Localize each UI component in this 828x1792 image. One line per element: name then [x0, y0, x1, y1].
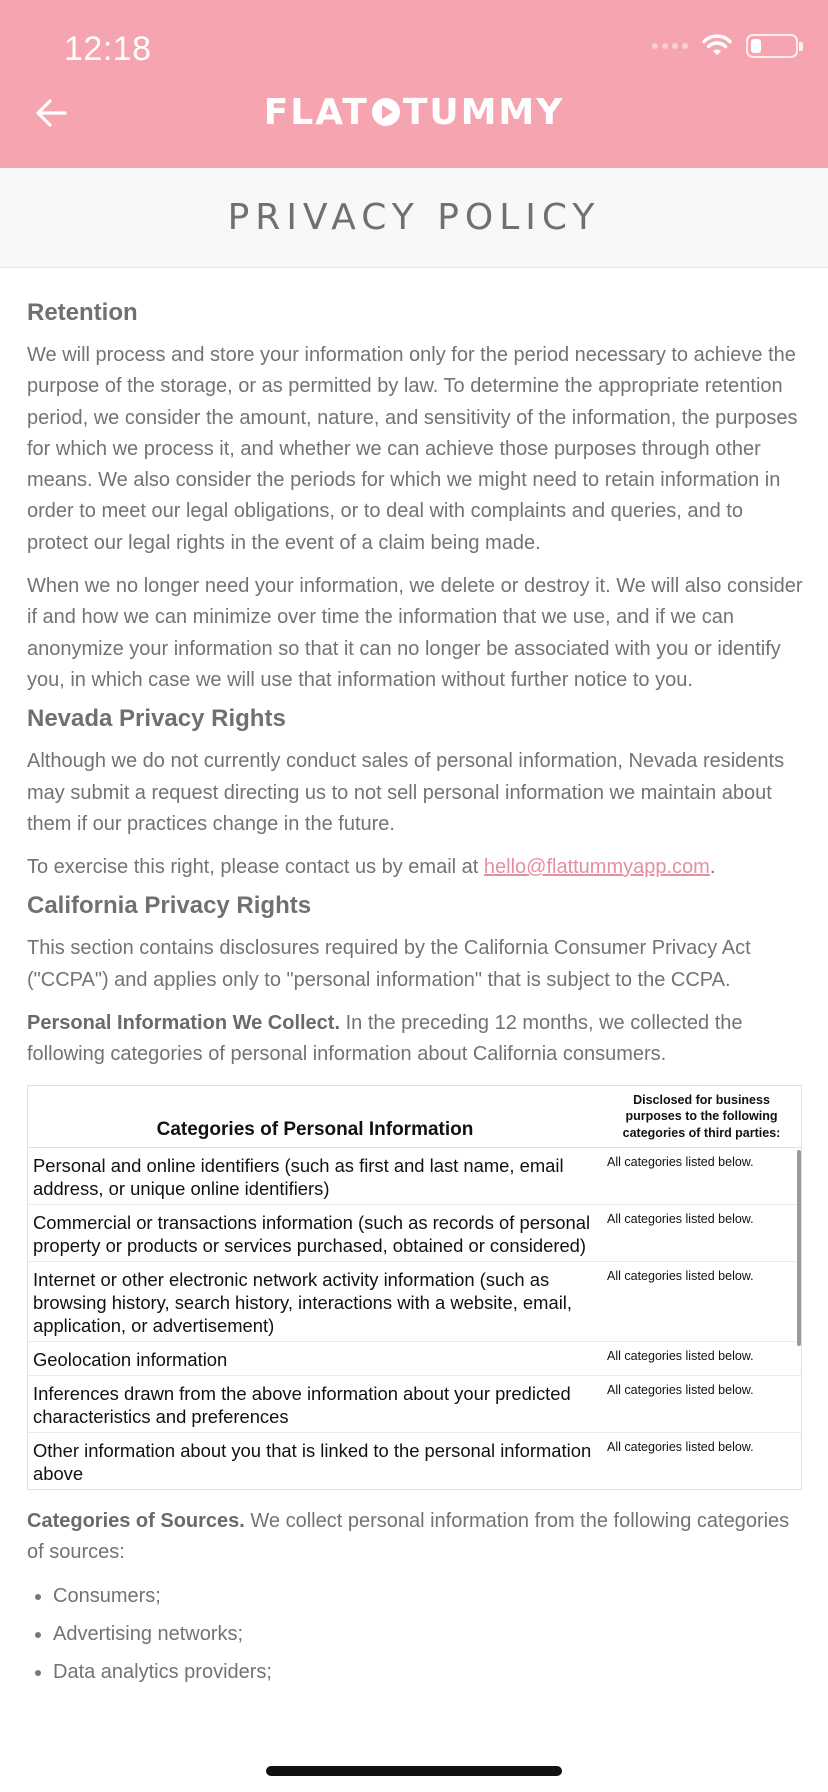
page-title: PRIVACY POLICY	[227, 197, 601, 238]
table-cell-category: Commercial or transactions information (such as records of personal property or products or services purchased, obtained or considered)	[28, 1205, 602, 1262]
categories-table[interactable]	[27, 1085, 802, 1491]
table-row	[28, 1433, 801, 1490]
policy-content	[27, 296, 803, 1691]
table-cell-disclosed: All categories listed below.	[602, 1342, 801, 1376]
table-header-row	[28, 1086, 801, 1148]
table-cell-category: Internet or other electronic network activity information (such as browsing history, search history, interactions with a website, email, application, or advertisement)	[28, 1262, 602, 1342]
list-item: Advertising networks;	[27, 1615, 803, 1653]
app-header	[0, 0, 828, 168]
table-cell-disclosed: All categories listed below.	[602, 1148, 801, 1205]
table-row	[28, 1342, 801, 1376]
table-scrollbar[interactable]	[797, 1150, 801, 1346]
nevada-heading: Nevada Privacy Rights	[27, 705, 286, 733]
status-icons	[652, 34, 798, 58]
table-cell-disclosed: All categories listed below.	[607, 1440, 754, 1455]
battery-icon	[746, 34, 798, 58]
collect-paragraph: Personal Information We Collect. In the preceding 12 months, we collected the following categories of personal information about California consumers.	[27, 1012, 743, 1066]
table-header-categories: Categories of Personal Information	[28, 1086, 602, 1148]
table-cell-disclosed: All categories listed below.	[602, 1205, 801, 1262]
table-row	[28, 1148, 801, 1205]
brand-logo: FLAT TUMMY	[263, 92, 565, 133]
table-row	[28, 1262, 801, 1342]
table-row	[28, 1205, 801, 1262]
sources-paragraph: Categories of Sources. We collect personal information from the following categories of sources:	[27, 1510, 790, 1564]
sources-list	[27, 1577, 803, 1691]
wifi-icon	[702, 34, 732, 58]
email-link[interactable]: hello@flattummyapp.com	[483, 856, 710, 879]
retention-paragraph-2: When we no longer need your information, we delete or destroy it. We will also consider if and how we can minimize over time the information that we use, and if we can anonymize your information so that it can no longer be associated with you or identify you, in which case we will use that information without further notice to you.	[27, 575, 803, 691]
title-bar	[0, 168, 828, 268]
table-cell-disclosed: All categories listed below.	[602, 1262, 801, 1342]
table-cell-category: Geolocation information	[28, 1342, 602, 1376]
table-row	[28, 1376, 801, 1433]
nevada-paragraph-2: To exercise this right, please contact us by email at hello@flattummyapp.com.	[27, 856, 716, 879]
retention-heading: Retention	[27, 299, 138, 326]
table-cell-category: Personal and online identifiers (such as first and last name, email address, or unique online identifiers)	[28, 1148, 602, 1205]
nevada-paragraph-1: Although we do not currently conduct sales of personal information, Nevada residents may submit a request directing us to not sell personal information we maintain about them if our practices change in the future.	[27, 750, 785, 835]
table-cell-category: Other information about you that is linked to the personal information above	[33, 1440, 592, 1485]
table-cell-category: Inferences drawn from the above information about your predicted characteristics and preferences	[28, 1376, 602, 1433]
play-icon	[371, 97, 401, 127]
list-item: Data analytics providers;	[27, 1653, 803, 1691]
list-item: Consumers;	[27, 1577, 803, 1615]
california-paragraph-1: This section contains disclosures required by the California Consumer Privacy Act ("CCPA") and applies only to "personal information" that is subject to the CCPA.	[27, 937, 751, 991]
table-cell-disclosed: All categories listed below.	[602, 1376, 801, 1433]
home-indicator[interactable]	[266, 1766, 562, 1776]
status-time: 12:18	[64, 30, 152, 68]
cellular-signal-icon	[652, 43, 688, 49]
retention-paragraph-1: We will process and store your information only for the period necessary to achieve the purpose of the storage, or as permitted by law. To determine the appropriate retention period, we consider the amount, nature, and sensitivity of the information, the purposes for which we process it, and whether we can achieve those purposes through other means. We also consider the periods for which we might need to retain information in order to meet our legal obligations, or to deal with complaints and queries, and to protect our legal rights in the event of a claim being made.	[27, 344, 798, 554]
california-heading: California Privacy Rights	[27, 892, 312, 920]
table-header-disclosed: Disclosed for business purposes to the following categories of third parties:	[602, 1086, 801, 1148]
